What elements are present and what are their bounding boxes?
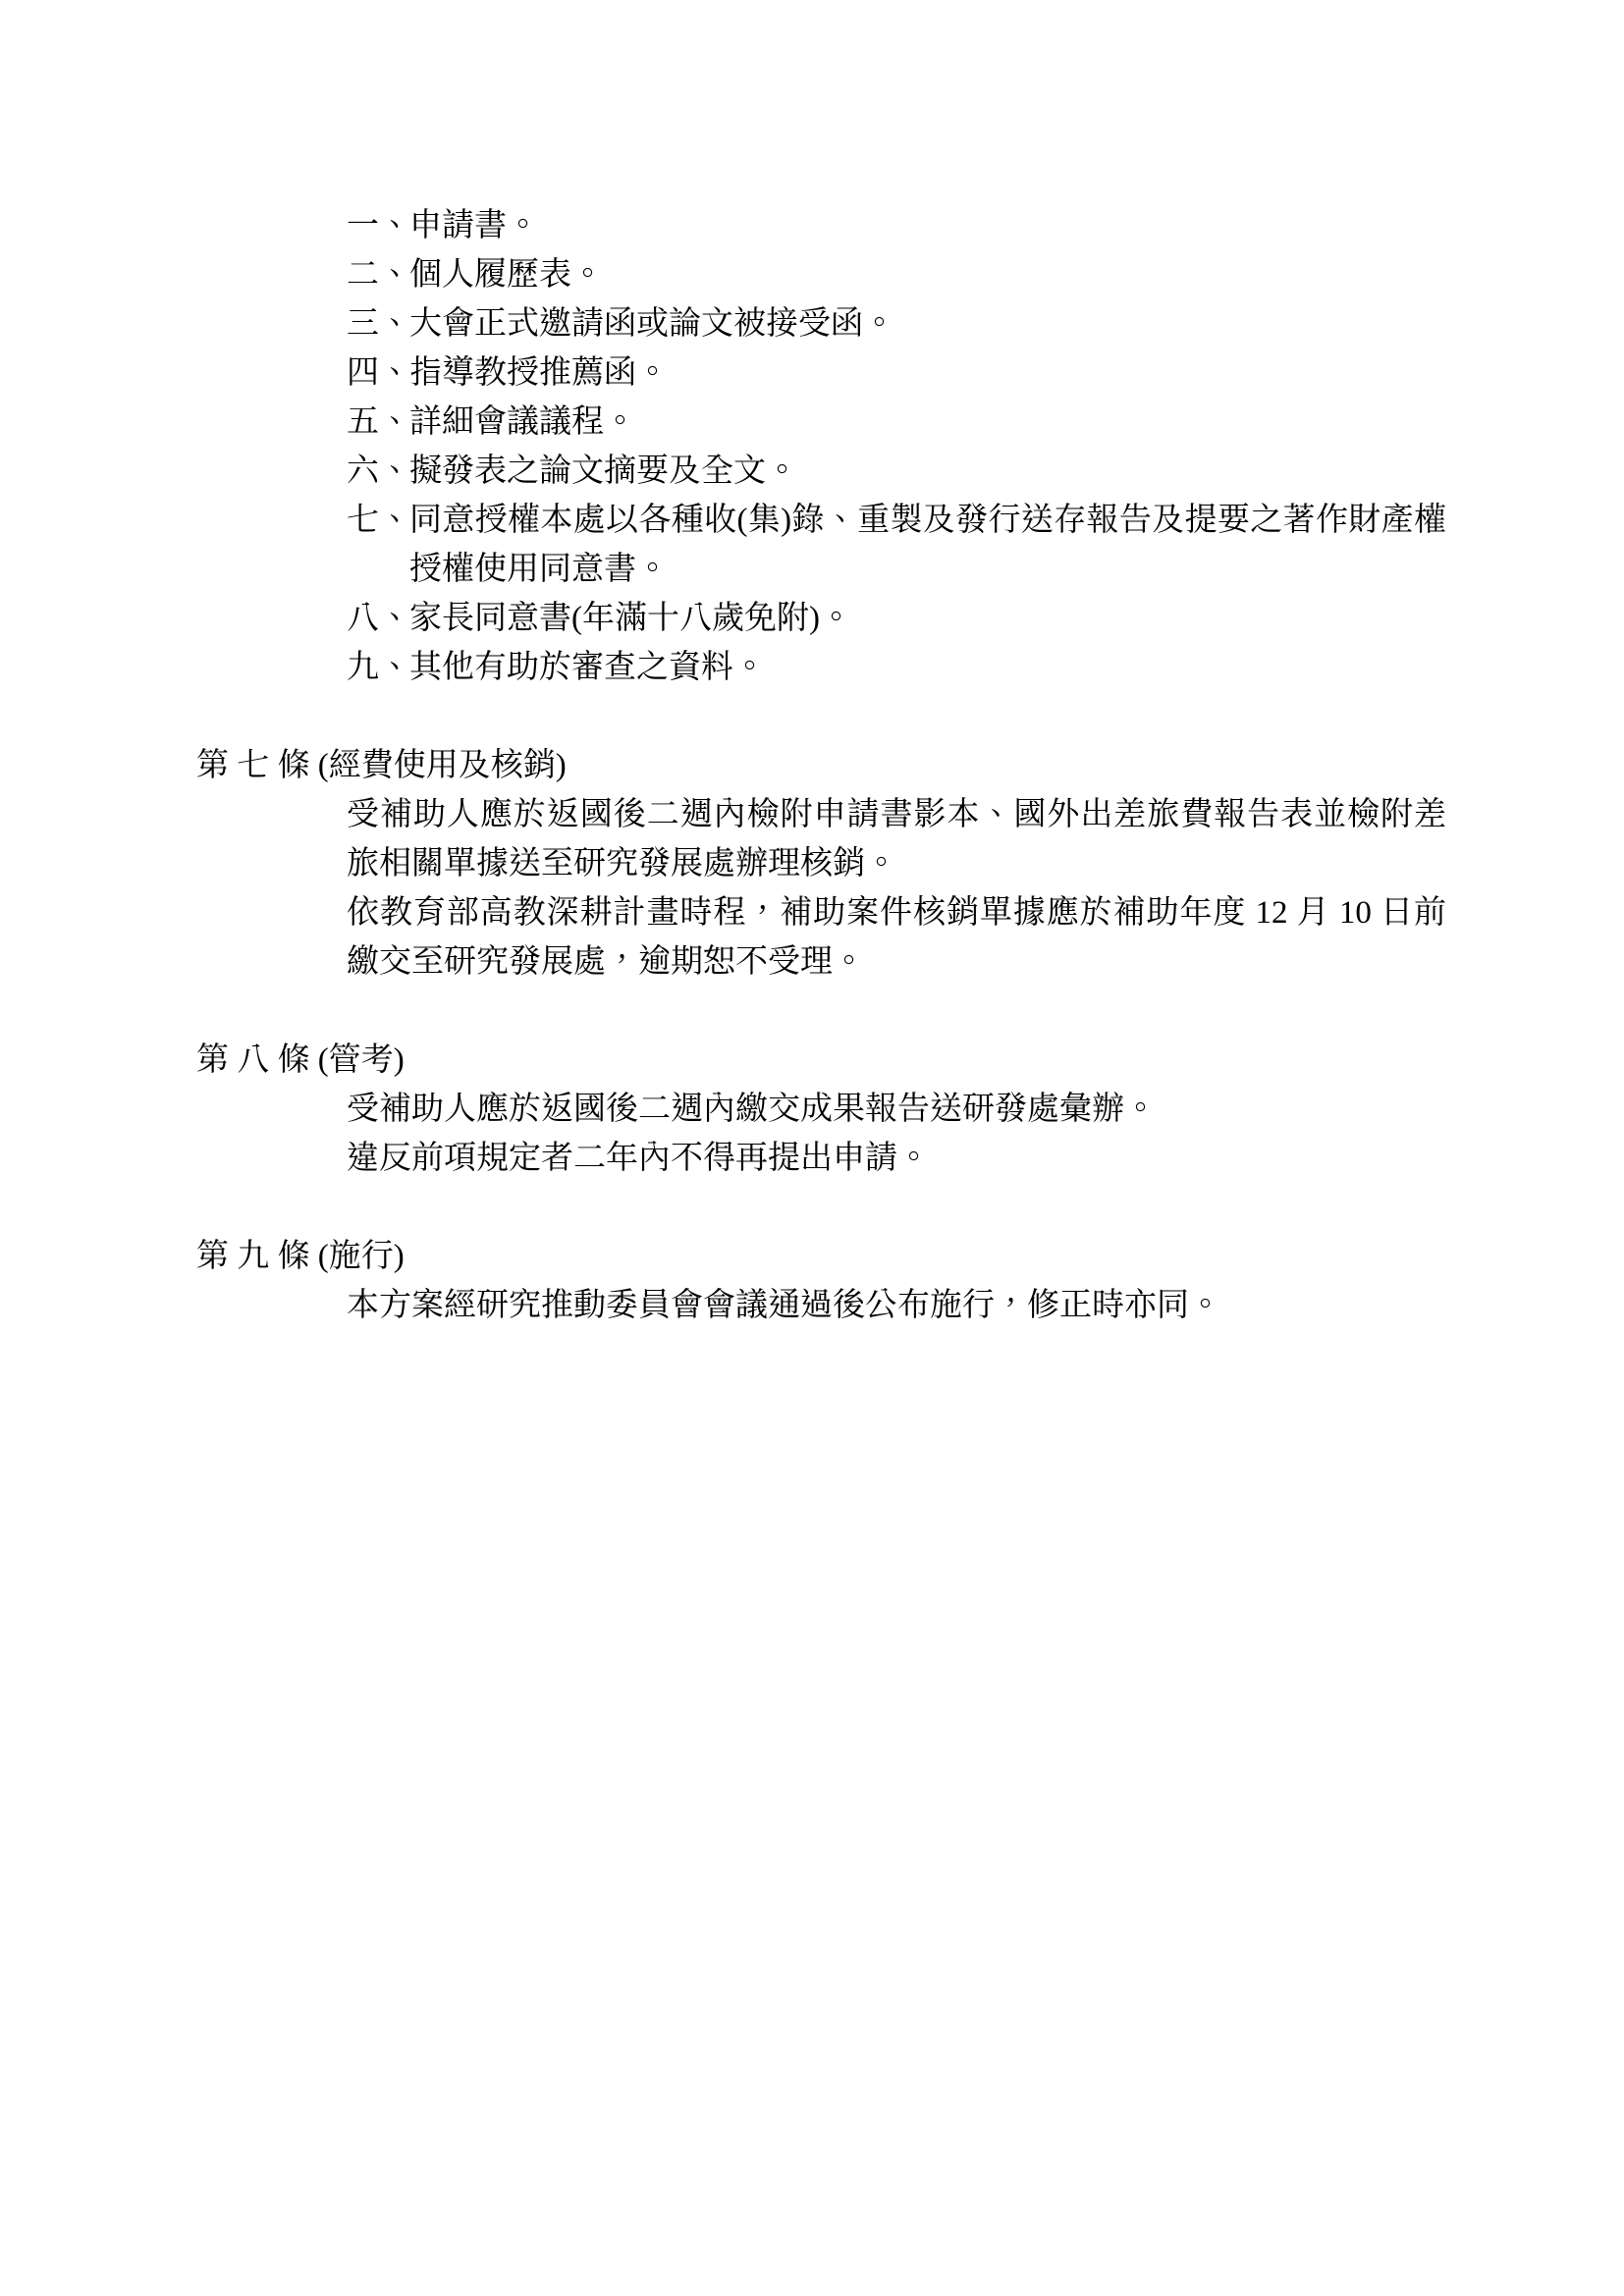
- list-item: [347, 348, 1446, 398]
- article-heading: 第 八 條 (管考): [196, 1042, 405, 1078]
- article-paragraph: 違反前項規定者二年內不得再提出申請。: [347, 1141, 930, 1176]
- article-paragraph: 本方案經研究推動委員會會議通過後公布施行，修正時亦同。: [347, 1288, 1221, 1323]
- article-heading: 第 七 條 (經費使用及核銷): [196, 748, 567, 783]
- list-item-number: 五、: [347, 404, 411, 440]
- article-body: [347, 1281, 1446, 1330]
- list-item-text: 詳細會議議程。: [409, 404, 636, 440]
- article-9: [0, 1232, 1624, 1330]
- list-item: [347, 398, 1446, 447]
- list-item: [347, 594, 1446, 643]
- list-item: [347, 201, 1446, 250]
- list-item: [347, 250, 1446, 299]
- list-item-text: 個人履歷表。: [409, 257, 604, 293]
- list-item: [347, 643, 1446, 692]
- list-item-text: 擬發表之論文摘要及全文。: [409, 454, 798, 489]
- article-paragraph: 受補助人應於返國後二週內檢附申請書影本、國外出差旅費報告表並檢附差旅相關單據送至研究發展處辦理核銷。: [347, 797, 1446, 881]
- list-item-text: 大會正式邀請函或論文被接受函。: [409, 306, 895, 342]
- article-paragraph: 依教育部高教深耕計畫時程，補助案件核銷單據應於補助年度 12 月 10 日前繳交至研究發展處，逾期恕不受理。: [347, 895, 1446, 980]
- list-item: [347, 496, 1446, 594]
- article-paragraph: 受補助人應於返國後二週內繳交成果報告送研發處彙辦。: [347, 1092, 1157, 1127]
- list-item-text: 家長同意書(年滿十八歲免附)。: [409, 601, 852, 636]
- list-item-number: 七、: [347, 503, 411, 538]
- list-item: [347, 447, 1446, 496]
- article-body: [347, 1085, 1446, 1183]
- list-item-text: 其他有助於審查之資料。: [409, 650, 766, 685]
- attachment-list: [347, 201, 1446, 692]
- list-item-number: 三、: [347, 306, 411, 342]
- article-7: [0, 741, 1624, 987]
- list-item-number: 九、: [347, 650, 411, 685]
- list-item-number: 一、: [347, 208, 411, 243]
- list-item: [347, 299, 1446, 348]
- list-item-text: 指導教授推薦函。: [409, 355, 669, 391]
- article-body: [347, 790, 1446, 987]
- list-item-text: 同意授權本處以各種收(集)錄、重製及發行送存報告及提要之著作財產權授權使用同意書。: [409, 503, 1446, 587]
- list-item-number: 八、: [347, 601, 411, 636]
- list-item-number: 六、: [347, 454, 411, 489]
- list-item-number: 二、: [347, 257, 411, 293]
- article-heading: 第 九 條 (施行): [196, 1239, 405, 1274]
- article-8: [0, 1036, 1624, 1183]
- list-item-number: 四、: [347, 355, 411, 391]
- list-item-text: 申請書。: [409, 208, 539, 243]
